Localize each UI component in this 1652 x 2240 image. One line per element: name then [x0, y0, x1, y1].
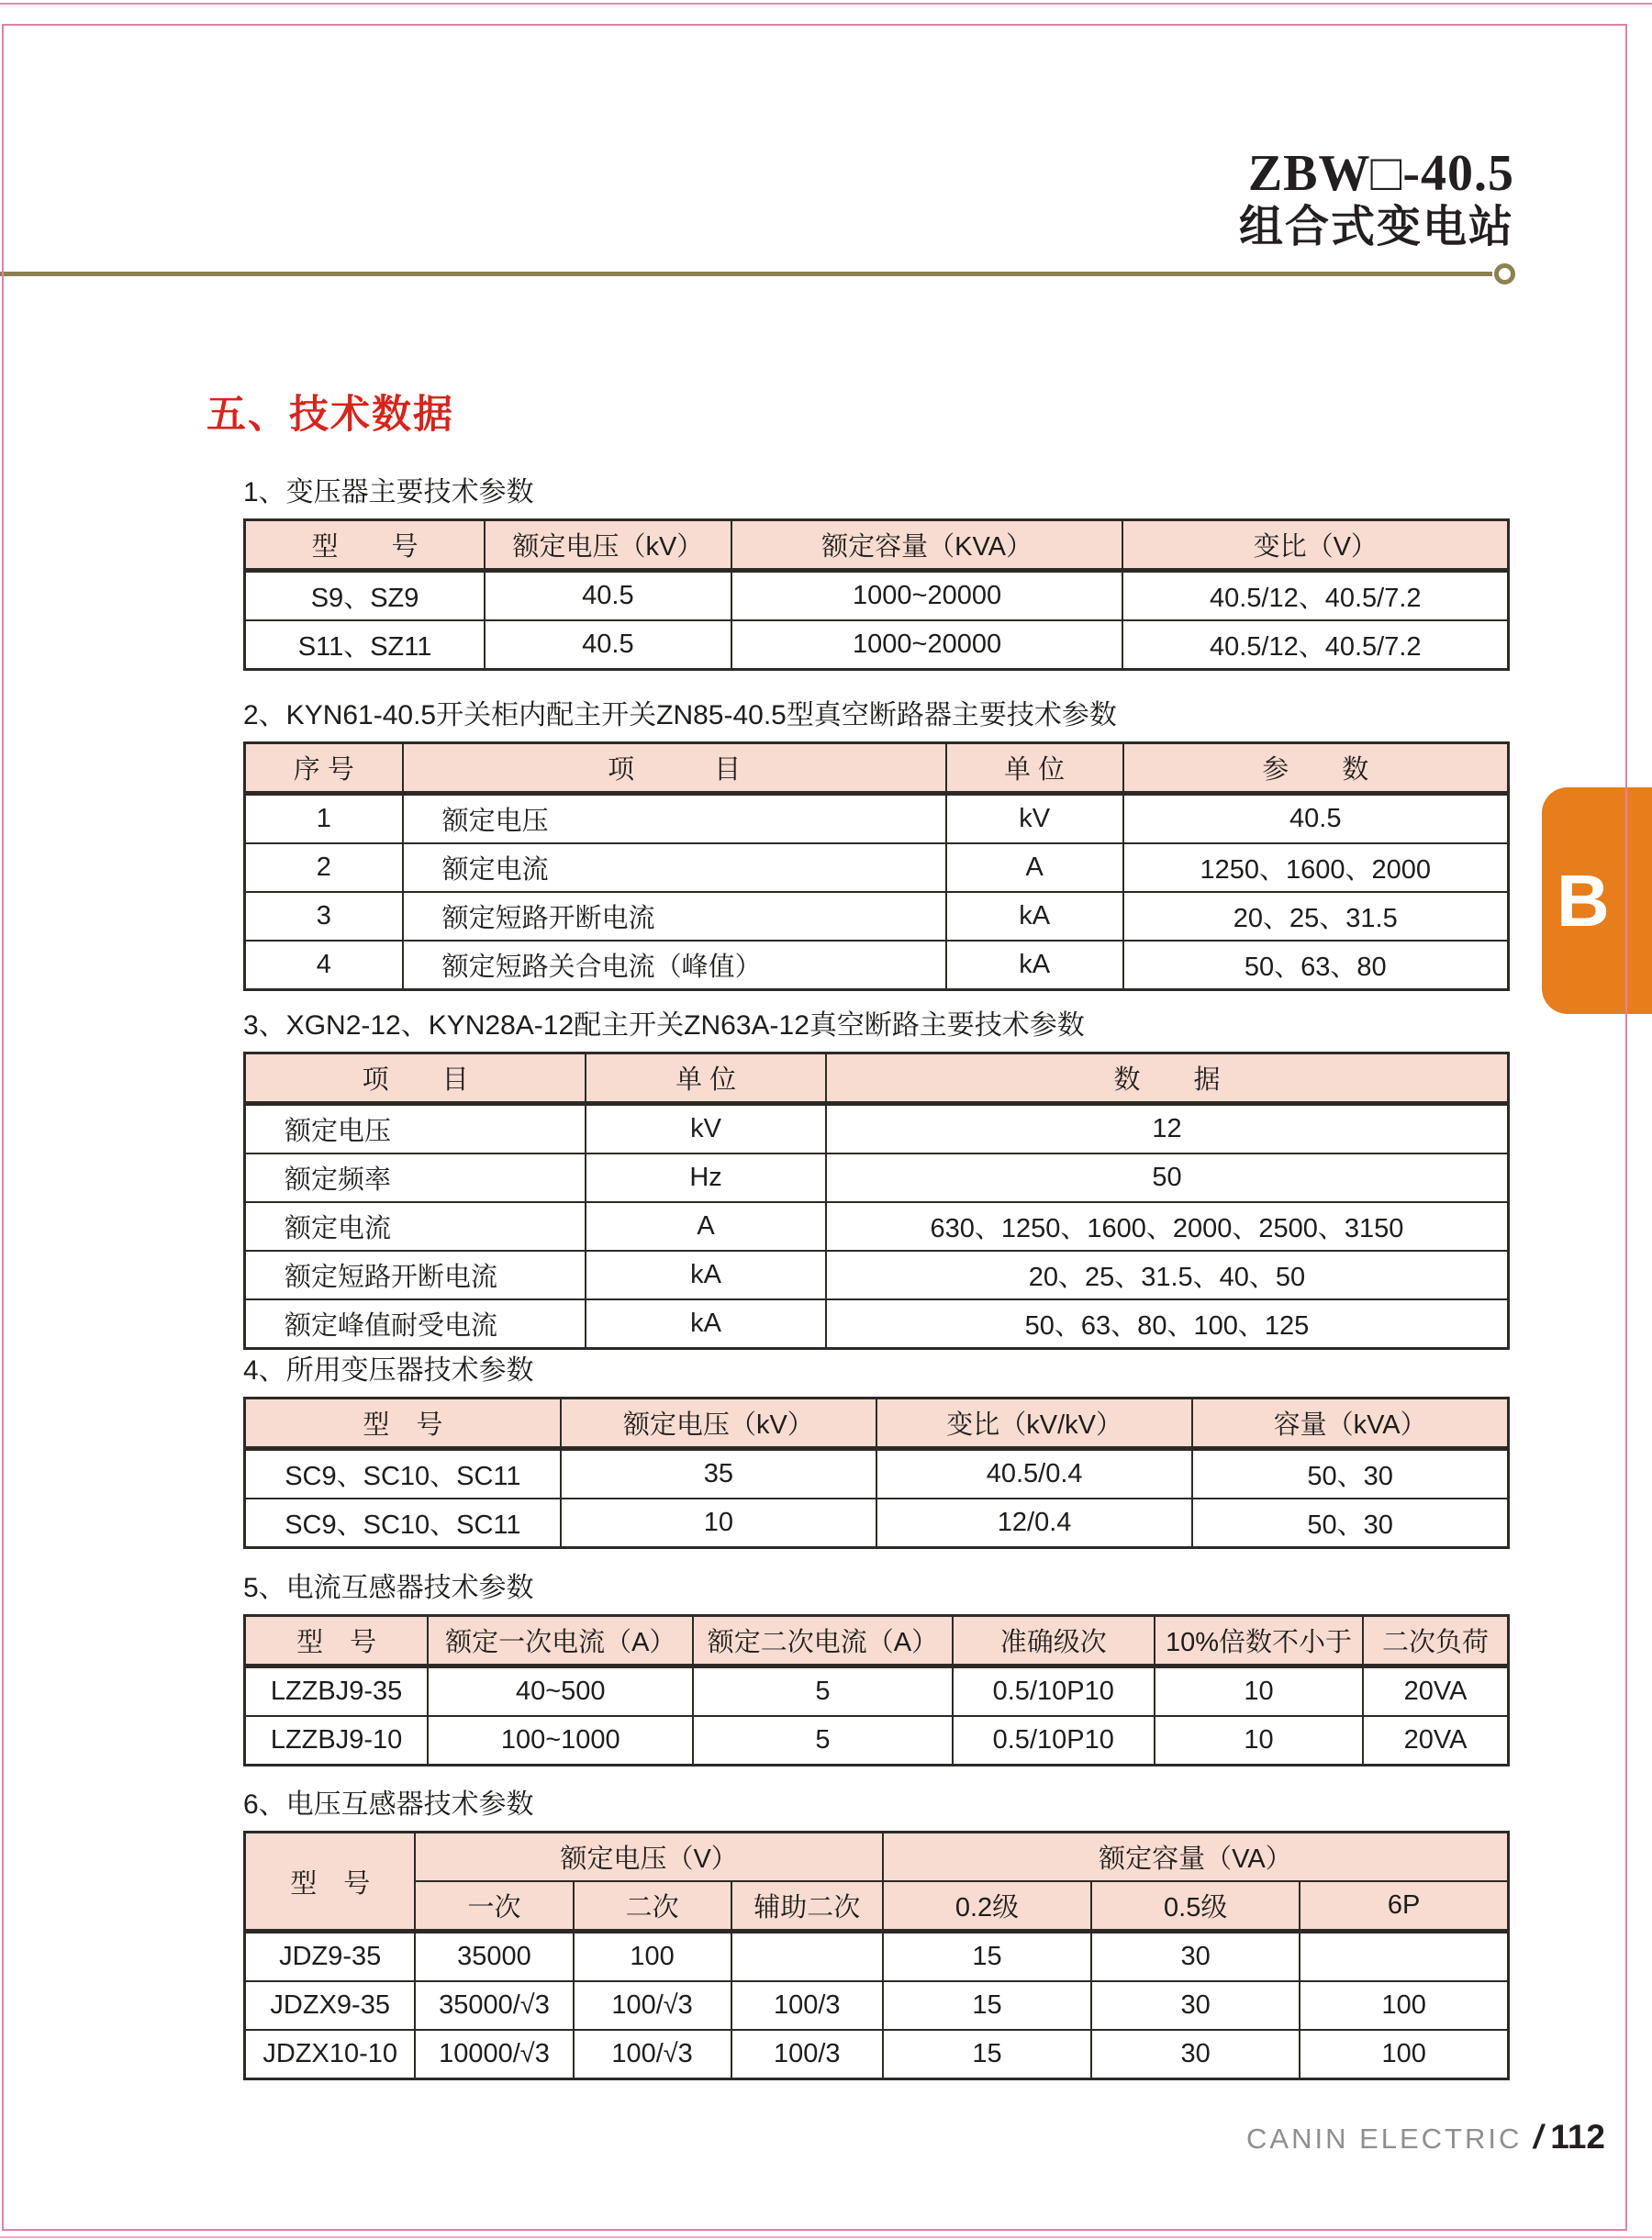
table-cell: JDZ9-35: [245, 1932, 416, 1982]
table-row: [245, 1666, 1509, 1717]
data-table: [243, 1397, 1510, 1549]
table-cell: 额定短路开断电流: [245, 1251, 586, 1299]
table-header-cell: 容量（kVA）: [1192, 1399, 1508, 1449]
table-cell: 100: [1300, 1981, 1508, 2030]
table-header-cell: 辅助二次: [731, 1881, 883, 1932]
table-cell: 1250、1600、2000: [1123, 843, 1509, 892]
table-cell: 40.5/12、40.5/7.2: [1122, 620, 1508, 670]
table-cell: 1: [245, 794, 403, 844]
table-row: [245, 1499, 1509, 1548]
table-row: [245, 1202, 1509, 1251]
table-cell: S9、SZ9: [245, 571, 486, 621]
table-cell: 50、30: [1192, 1499, 1508, 1548]
table-header-row: [245, 743, 1509, 794]
table-cell: 额定电压: [245, 1104, 586, 1154]
table-title: 3、XGN2-12、KYN28A-12配主开关ZN63A-12真空断路主要技术参数: [243, 1010, 1085, 1041]
table-cell: JDZX10-10: [245, 2030, 416, 2079]
table-cell: LZZBJ9-35: [245, 1666, 429, 1717]
table-cell: [731, 1932, 883, 1982]
table-header-cell: 参 数: [1123, 743, 1509, 794]
table-wrapper: [243, 1397, 1510, 1549]
table-cell: 1000~20000: [731, 571, 1123, 621]
table-header-cell: 项 目: [245, 1053, 586, 1104]
product-model-title: ZBW□-40.5: [1247, 145, 1514, 202]
table-header-cell: 单 位: [586, 1053, 826, 1104]
table-cell: 12/0.4: [876, 1499, 1192, 1548]
table-header-cell: 项 目: [403, 743, 946, 794]
table-row: [245, 843, 1509, 892]
table-cell: 0.5/10P10: [953, 1666, 1155, 1717]
table-header-row: [245, 1616, 1509, 1666]
table-row: [245, 620, 1509, 670]
table-cell: 15: [883, 1981, 1091, 2030]
table-cell: 额定短路关合电流（峰值）: [403, 941, 946, 990]
table-header-cell: 0.5级: [1091, 1881, 1300, 1932]
table-cell: kA: [946, 892, 1123, 941]
table-header-cell: 6P: [1300, 1881, 1508, 1932]
table-row: [245, 1299, 1509, 1349]
table-cell: 30: [1091, 1981, 1300, 2030]
table-row: [245, 1716, 1509, 1766]
table-block-kyn61-breaker: [243, 699, 1510, 991]
data-table: [243, 1614, 1510, 1766]
masthead-rule-ring: [1494, 263, 1515, 284]
table-cell: 100: [1300, 2030, 1508, 2079]
table-cell: 100/√3: [574, 1981, 731, 2030]
table-title: 6、电压互感器技术参数: [243, 1789, 534, 1820]
masthead: [1239, 145, 1514, 253]
table-row: [245, 794, 1509, 844]
table-header-cell: 额定容量（KVA）: [731, 520, 1123, 571]
table-cell: A: [946, 843, 1123, 892]
table-row: [245, 892, 1509, 941]
table-cell: 100~1000: [428, 1716, 693, 1766]
table-title: 2、KYN61-40.5开关柜内配主开关ZN85-40.5型真空断路器主要技术参数: [243, 700, 1117, 730]
table-cell: 50: [826, 1153, 1509, 1202]
table-cell: 2: [245, 843, 403, 892]
table-row: [245, 1932, 1509, 1982]
table-cell: 20VA: [1363, 1716, 1508, 1766]
data-table: [243, 1052, 1510, 1350]
table-cell: 35000/√3: [415, 1981, 573, 2030]
table-header-cell: 额定电压（kV）: [561, 1399, 876, 1449]
table-cell: 额定电流: [403, 843, 946, 892]
page-footer: [1246, 2118, 1605, 2156]
table-cell: 15: [883, 1932, 1091, 1982]
table-cell: 100/3: [731, 2030, 883, 2079]
table-cell: 100/3: [731, 1981, 883, 2030]
table-cell: 50、30: [1192, 1449, 1508, 1499]
table-header-cell: 型 号: [245, 1399, 561, 1449]
product-name-title: 组合式变电站: [1238, 203, 1514, 251]
table-cell: 20、25、31.5、40、50: [826, 1251, 1509, 1299]
section-title: 五、技术数据: [206, 393, 454, 437]
table-header-row: [245, 1053, 1509, 1104]
table-row: [245, 2030, 1509, 2079]
table-header-cell: 额定一次电流（A）: [428, 1616, 693, 1666]
table-title: 5、电流互感器技术参数: [243, 1573, 534, 1603]
data-table: [243, 518, 1510, 671]
table-row: [245, 1104, 1509, 1154]
table-cell: 15: [883, 2030, 1091, 2079]
table-header-cell: 额定电压（V）: [415, 1833, 882, 1882]
table-cell: 5: [693, 1716, 952, 1766]
table-cell: 35000: [415, 1932, 573, 1982]
table-cell: 40.5: [1123, 794, 1509, 844]
table-header-cell: 二次负荷: [1363, 1616, 1508, 1666]
table-header-cell: 一次: [415, 1881, 573, 1932]
data-table: [243, 741, 1510, 991]
table-cell: 10000/√3: [415, 2030, 573, 2079]
table-cell: 5: [693, 1666, 952, 1717]
outer-top-hairline: [0, 3, 1652, 5]
outer-bottom-hairline: [0, 2236, 1652, 2238]
table-cell: 35: [561, 1449, 876, 1499]
table-cell: 40.5/0.4: [876, 1449, 1192, 1499]
table-cell: SC9、SC10、SC11: [245, 1449, 561, 1499]
table-cell: kV: [586, 1104, 826, 1154]
table-cell: 额定短路开断电流: [403, 892, 946, 941]
table-header-cell: 准确级次: [953, 1616, 1155, 1666]
table-header-cell: 额定电压（kV）: [485, 520, 731, 571]
table-cell: 20VA: [1363, 1666, 1508, 1717]
table-cell: 10: [1155, 1666, 1363, 1717]
table-cell: 100: [574, 1932, 731, 1982]
table-cell: 30: [1091, 1932, 1300, 1982]
data-table: [243, 1831, 1510, 2080]
table-cell: kA: [586, 1299, 826, 1349]
table-cell: 40.5: [485, 571, 731, 621]
table-block-transformer: [243, 476, 1510, 671]
table-header-cell: 额定容量（VA）: [883, 1833, 1509, 1882]
table-header-cell: 型 号: [245, 1616, 429, 1666]
table-wrapper: [243, 1052, 1510, 1350]
table-cell: JDZX9-35: [245, 1981, 416, 2030]
table-wrapper: [243, 1614, 1510, 1766]
table-wrapper: [243, 518, 1510, 671]
table-cell: 630、1250、1600、2000、2500、3150: [826, 1202, 1509, 1251]
table-header-cell: 变比（kV/kV）: [876, 1399, 1192, 1449]
table-cell: A: [586, 1202, 826, 1251]
table-block-current-transformer: [243, 1572, 1510, 1766]
table-header-cell: 变比（V）: [1122, 520, 1508, 571]
table-block-zn63a-breaker: [243, 1009, 1510, 1350]
table-cell: 20、25、31.5: [1123, 892, 1509, 941]
table-cell: 额定电压: [403, 794, 946, 844]
table-cell: kA: [586, 1251, 826, 1299]
footer-page-number: 112: [1550, 2118, 1605, 2156]
table-row: [245, 1981, 1509, 2030]
table-cell: 30: [1091, 2030, 1300, 2079]
table-header-cell: 二次: [574, 1881, 731, 1932]
table-cell: 50、63、80: [1123, 941, 1509, 990]
table-cell: LZZBJ9-10: [245, 1716, 429, 1766]
table-cell: kV: [946, 794, 1123, 844]
table-row: [245, 1153, 1509, 1202]
table-header-cell: 序 号: [245, 743, 403, 794]
table-cell: 0.5/10P10: [953, 1716, 1155, 1766]
table-cell: 额定峰值耐受电流: [245, 1299, 586, 1349]
table-header-row: [245, 1399, 1509, 1449]
table-cell: 1000~20000: [731, 620, 1123, 670]
table-header-cell: 数 据: [826, 1053, 1509, 1104]
table-cell: 4: [245, 941, 403, 990]
table-row: [245, 571, 1509, 621]
table-title: 4、所用变压器技术参数: [243, 1355, 534, 1386]
table-cell: 10: [1155, 1716, 1363, 1766]
table-block-voltage-transformer: [243, 1789, 1510, 2080]
table-header-cell: 型 号: [245, 1833, 416, 1932]
masthead-rule: [0, 272, 1492, 276]
table-block-station-transformer: [243, 1354, 1510, 1549]
chapter-tab-b: B: [1542, 787, 1652, 1014]
table-row: [245, 1251, 1509, 1299]
table-cell: 12: [826, 1104, 1509, 1154]
table-row: [245, 1449, 1509, 1499]
table-row: [245, 941, 1509, 990]
table-cell: 40.5: [485, 620, 731, 670]
footer-company: CANIN ELECTRIC: [1246, 2123, 1523, 2155]
table-cell: S11、SZ11: [245, 620, 486, 670]
table-header-cell: 10%倍数不小于: [1155, 1616, 1363, 1666]
table-wrapper: [243, 1831, 1510, 2080]
footer-separator: /: [1533, 2118, 1543, 2156]
table-cell: kA: [946, 941, 1123, 990]
table-title: 1、变压器主要技术参数: [243, 477, 534, 507]
table-cell: 额定电流: [245, 1202, 586, 1251]
table-header-row: [245, 1833, 1509, 1882]
table-cell: 3: [245, 892, 403, 941]
table-cell: 50、63、80、100、125: [826, 1299, 1509, 1349]
table-cell: Hz: [586, 1153, 826, 1202]
table-header-row: [245, 520, 1509, 571]
table-wrapper: [243, 741, 1510, 991]
table-cell: 100/√3: [574, 2030, 731, 2079]
table-cell: 40~500: [428, 1666, 693, 1717]
table-cell: 额定频率: [245, 1153, 586, 1202]
table-header-cell: 0.2级: [883, 1881, 1091, 1932]
table-header-cell: 单 位: [946, 743, 1123, 794]
table-header-cell: 型 号: [245, 520, 486, 571]
table-cell: 40.5/12、40.5/7.2: [1122, 571, 1508, 621]
table-cell: SC9、SC10、SC11: [245, 1499, 561, 1548]
table-cell: 10: [561, 1499, 876, 1548]
table-cell: [1300, 1932, 1508, 1982]
table-header-cell: 额定二次电流（A）: [693, 1616, 952, 1666]
table-header-row: [245, 1881, 1509, 1932]
